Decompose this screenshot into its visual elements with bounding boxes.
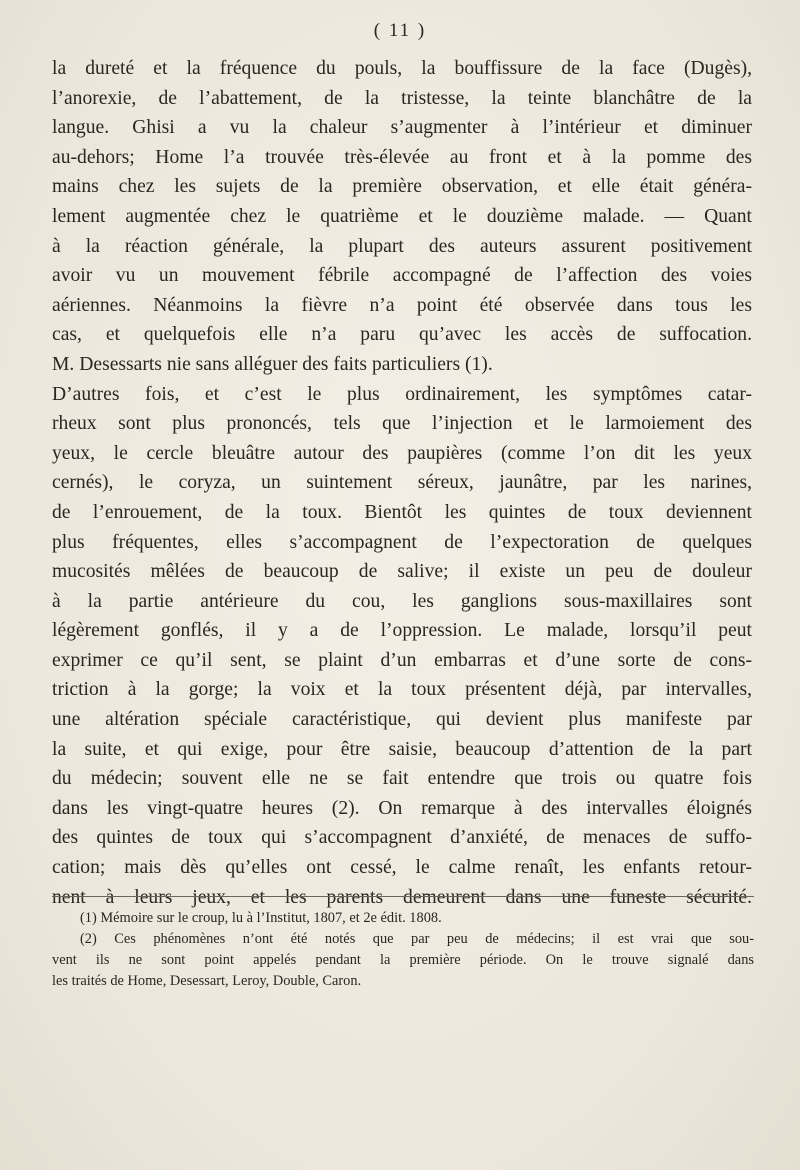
text-line: lement augmentée chez le quatrième et le douzième malade. — Quant: [52, 205, 752, 227]
text-line: exprimer ce qu’il sent, se plaint d’un embarras et d’une sorte de cons-: [52, 649, 752, 671]
text-line: l’anorexie, de l’abattement, de la tristesse, la teinte blanchâtre de la: [52, 87, 752, 109]
text-line: légèrement gonflés, il y a de l’oppression. Le malade, lorsqu’il peut: [52, 620, 752, 642]
text-line: mucosités mêlées de beaucoup de salive; il existe un peu de douleur: [52, 561, 752, 583]
text-line: une altération spéciale caractéristique, qui devient plus manifeste par: [52, 709, 752, 731]
footnote-separator: [52, 896, 754, 897]
text-line: triction à la gorge; la voix et la toux présentent déjà, par intervalles,: [52, 679, 752, 701]
page-number: ( 11 ): [373, 20, 427, 41]
text-line: cas, et quelquefois elle n’a paru qu’avec les accès de suffocation.: [52, 324, 752, 346]
text-line: de l’enrouement, de la toux. Bientôt les quintes de toux deviennent: [52, 501, 752, 523]
text-line: rheux sont plus prononcés, tels que l’injection et le larmoiement des: [52, 413, 752, 435]
text-line: aériennes. Néanmoins la fièvre n’a point été observée dans tous les: [52, 294, 752, 316]
text-line: plus fréquentes, elles s’accompagnent de l’expectoration de quelques: [52, 531, 752, 553]
text-line: cernés), le coryza, un suintement séreux, jaunâtre, par les narines,: [52, 472, 752, 494]
text-line: dans les vingt-quatre heures (2). On remarque à des intervalles éloignés: [52, 797, 752, 819]
text-line: à la partie antérieure du cou, les ganglions sous-maxillaires sont: [52, 590, 752, 612]
text-line: avoir vu un mouvement fébrile accompagné de l’affection des voies: [52, 265, 752, 287]
body-text: [52, 54, 752, 912]
footnote-1: (1) Mémoire sur le croup, lu à l’Institut, 1807, et 2e édit. 1808.: [80, 910, 442, 926]
text-line: nent à leurs jeux, et les parents demeurent dans une funeste sécurité.: [52, 886, 752, 908]
footnotes: [52, 908, 754, 992]
text-line: M. Desessarts nie sans alléguer des faits particuliers (1).: [52, 353, 493, 375]
text-line: du médecin; souvent elle ne se fait entendre que trois ou quatre fois: [52, 768, 752, 790]
text-line: D’autres fois, et c’est le plus ordinairement, les symptômes catar-: [52, 383, 752, 405]
text-line: yeux, le cercle bleuâtre autour des paupières (comme l’on dit les yeux: [52, 442, 752, 464]
text-line: des quintes de toux qui s’accompagnent d’anxiété, de menaces de suffo-: [52, 827, 752, 849]
footnote-2-cont: vent ils ne sont point appelés pendant la première période. On le trouve signalé dans: [52, 952, 754, 968]
text-line: au-dehors; Home l’a trouvée très-élevée au front et à la pomme des: [52, 146, 752, 168]
text-line: la dureté et la fréquence du pouls, la bouffissure de la face (Dugès),: [52, 58, 752, 79]
text-line: la suite, et qui exige, pour être saisie, beaucoup d’attention de la part: [52, 738, 752, 760]
text-line: cation; mais dès qu’elles ont cessé, le calme renaît, les enfants retour-: [52, 857, 752, 879]
footnote-2: (2) Ces phénomènes n’ont été notés que par peu de médecins; il est vrai que sou-: [80, 931, 754, 947]
text-line: à la réaction générale, la plupart des auteurs assurent positivement: [52, 235, 752, 257]
footnote-2-end: les traités de Home, Desessart, Leroy, Double, Caron.: [52, 973, 362, 989]
text-line: mains chez les sujets de la première observation, et elle était généra-: [52, 176, 752, 198]
text-line: langue. Ghisi a vu la chaleur s’augmenter à l’intérieur et diminuer: [52, 117, 752, 139]
